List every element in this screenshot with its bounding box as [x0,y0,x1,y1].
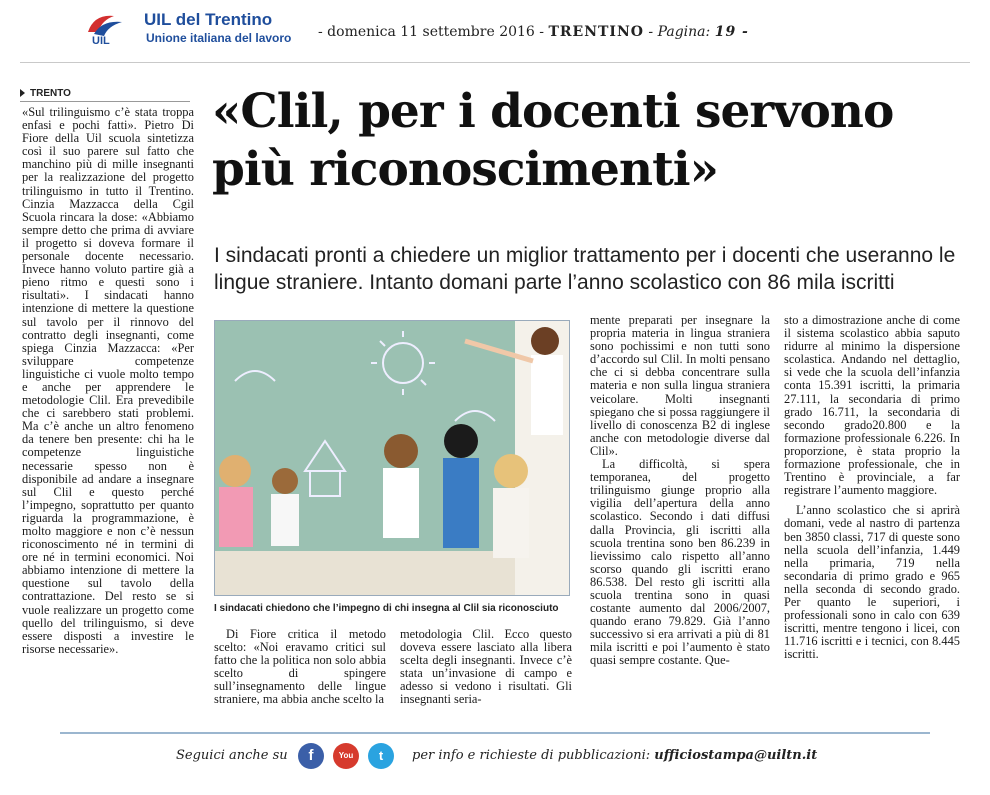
classroom-photo-illustration [215,321,570,596]
section-label: TRENTO [20,88,190,102]
publication-date: - domenica 11 settembre 2016 - [318,24,545,40]
column-5-paragraph-1: sto a dimostrazione anche di come il sistema scolastico abbia saputo ridurre al minimo la dispersione scolastica. Andando nel dettaglio, si vede che la scuola dell’infanzia conta 15.391 iscritti, la primaria 27.111, la secondaria di primo grado 16.711, la secondaria di secondo grado20.800 e la formazione professionale 6.226. In proporzione, è stata proprio la formazione professionale, che in Trentino è provinciale, a far registrare l’aumento maggiore. [784,313,960,498]
article-column-3: metodologia Clil. Ecco questo doveva essere lasciato alla libera scelta degli insegnanti. Invece c’è stata un’invasione di campo e adesso si vedono i risultati. Gli insegnanti seria- [400,627,572,707]
org-subtitle: Unione italiana del lavoro [146,31,292,45]
follow-label: Seguici anche su [176,748,288,763]
article-column-4 [590,314,770,714]
footer-divider [60,732,930,734]
page-header [0,0,990,60]
article-column-2: Di Fiore critica il metodo scelto: «Noi eravamo critici sul fatto che la politica non solo abbia scelto di spingere sull’insegnamento delle lingue straniere, ma abbia anche scelto la [214,627,386,707]
publication-info [318,24,749,40]
subheadline: I sindacati pronti a chiedere un miglior trattamento per i docenti che useranno le lingue straniere. Intanto domani parte l’anno scolastico con 86 mila iscritti [214,244,956,294]
newspaper-name: TRENTINO [548,24,644,40]
twitter-icon[interactable]: t [368,743,394,769]
article-photo [214,320,570,596]
article-column-1: «Sul trilinguismo c’è stata troppa enfasi e pochi fatti». Pietro Di Fiore della Uil scuola sintetizza così il suo parere sul fatto che manchino più di mille insegnanti per la realizzazione del progetto trilinguismo in tutto il Trentino. Cinzia Mazzacca della Cgil Scuola rincara la dose: «Abbiamo sempre detto che prima di avviare il progetto si doveva formare il personale docente necessario. Invece hanno voluto partire già a pieno ritmo e questi sono i risultati». I sindacati hanno intenzione di mettere la questione sul tavolo per il rinnovo del contratto degli insegnanti, come spiega Cinzia Mazzacca: «Per sviluppare competenze linguistiche ci vuole molto tempo e anche per apprendere le metodologie Clil. Era prevedibile che ci sarebbero stati problemi. Ma c’è anche un altro fenomeno da tenere ben presente: chi ha le competenze linguistiche necessarie spesso non è disponibile ad andare a insegnare sul Clil e questo perché l’impegno, soprattutto per quanto riguarda la programmazione, è molto maggiore e non c’è nessun riconoscimento né in termini di ore né in termini economici. Noi abbiamo intenzione di mettere la questione sul tavolo della contrattazione. Del resto se si vuole realizzare un progetto come quello del trilinguismo, si deve essere disposti a investire le risorse necessarie». [22,105,194,656]
column-4-paragraph-2: La difficoltà, si spera temporanea, del progetto trilinguismo giunge proprio alla vigilia dell’apertura della anno scolastico. Secondo i dati diffusi dalla Provincia, gli iscritti alla scuola trentina sono ben 86.239 in lievissimo calo rispetto all’anno scorso quando gli iscritti erano 86.538. Del resto gli iscritti alla scuola trentina sono in quasi costante aumento dal 2006/2007, quando erano 79.829. Già l’anno successivo si era arrivati a più di 81 mila iscritti e poi l’aumento è stato quasi sempre costante. Que- [590,457,770,668]
svg-text:UIL: UIL [92,35,110,46]
column-5-paragraph-2: L’anno scolastico che si aprirà domani, vede al nastro di partenza ben 3850 classi, 717 di queste sono nella scuola dell’infanzia, 1.449 nella primaria, 719 nella secondaria di primo grado e 965 nella seconda di secondo grado. Per quanto le superiori, i professionali sono in calo con 639 iscritti, mentre tengono i licei, con 11.716 iscritti e i tecnici, con 8.445 iscritti. [784,503,960,662]
headline: «Clil, per i docenti servono più riconoscimenti» [212,84,894,197]
photo-caption: I sindacati chiedono che l’impegno di chi insegna al Clil sia riconosciuto [214,603,559,614]
contact-info [412,748,817,763]
youtube-icon[interactable]: You Tube [333,743,359,769]
uil-logo-icon [84,10,128,46]
contact-email[interactable]: ufficiostampa@uiltn.it [654,748,818,763]
org-name: UIL del Trentino [144,10,273,29]
article-column-5 [784,314,960,714]
page-label: - Pagina: [648,24,711,40]
header-divider [20,62,970,63]
page-number: 19 - [714,24,749,40]
triangle-icon [20,89,25,97]
facebook-icon[interactable]: f [298,743,324,769]
column-4-paragraph-1: mente preparati per insegnare la propria materia in lingua straniera sono pochissimi e non tutti sono d’accordo sul Clil. In molti pensano che ci si debba concentrare sulla materia e non sulla lingua straniera veicolare. Molti insegnanti spiegano che si possa raggiungere il livello di conoscenza B2 di inglese anche con metodologie diverse dal Clil». [590,313,770,458]
contact-prefix: per info e richieste di pubblicazioni: [412,748,651,763]
